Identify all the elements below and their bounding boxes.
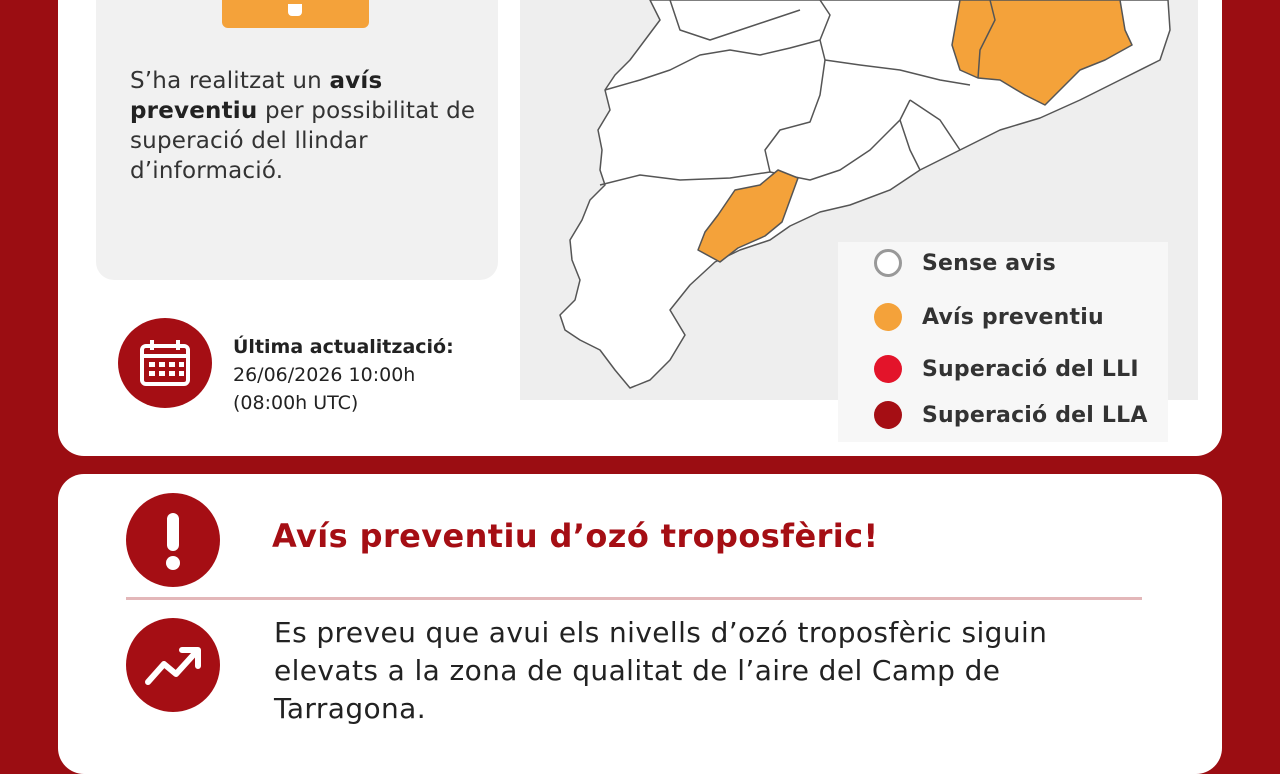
info-text: S’ha realitzat un avís preventiu per possibilitat de superació del llindar d’informació.	[130, 68, 476, 184]
alert-body: Es preveu que avui els nivells d’ozó troposfèric siguin elevats a la zona de qualitat de l’aire del Camp de Tarragona.	[274, 616, 1048, 725]
legend-swatch-lla	[874, 401, 902, 429]
exclamation-icon	[126, 493, 220, 587]
warning-icon	[222, 0, 369, 28]
legend-swatch-lli	[874, 355, 902, 383]
legend-item: Sense avis	[874, 248, 1056, 278]
update-label: Última actualització:	[233, 336, 454, 358]
divider	[126, 597, 1142, 600]
legend-item: Avís preventiu	[874, 302, 1104, 332]
legend-swatch-preventive	[874, 303, 902, 331]
map-legend	[838, 242, 1168, 442]
update-utc: (08:00h UTC)	[233, 392, 359, 414]
legend-swatch-none	[874, 249, 902, 277]
last-update	[233, 333, 454, 417]
alert-title: Avís preventiu d’ozó troposfèric!	[272, 517, 879, 555]
calendar-icon	[118, 318, 212, 408]
legend-item: Superació del LLA	[874, 400, 1148, 430]
legend-item: Superació del LLI	[874, 354, 1139, 384]
update-datetime: 26/06/2026 10:00h	[233, 364, 416, 386]
trend-up-icon	[126, 618, 220, 712]
